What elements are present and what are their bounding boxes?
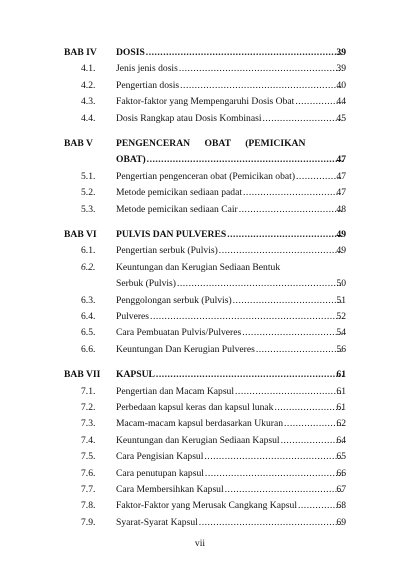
dot-leader <box>242 324 343 341</box>
toc-section-row <box>0 448 400 465</box>
section-title: Pengertian pengenceran obat (Pemicikan obat) <box>116 170 296 182</box>
section-title: Metode pemicikan sediaan padat <box>116 187 243 199</box>
section-title: Pengertian serbuk (Pulvis) <box>116 245 218 257</box>
toc-section-row <box>0 415 400 432</box>
page-number: 48 <box>336 203 346 215</box>
chapter-number: BAB IV <box>64 47 97 58</box>
dot-leader <box>204 448 343 465</box>
page-number: 61 <box>336 402 346 413</box>
page-number: 47 <box>336 154 346 166</box>
dot-leader <box>243 184 343 201</box>
page-number: 49 <box>336 229 346 240</box>
section-number: 5.1. <box>81 170 96 182</box>
section-title: Serbuk (Pulvis) <box>116 278 176 290</box>
page-number: 54 <box>336 327 346 339</box>
toc-section-row <box>0 242 400 259</box>
toc-chapter-row <box>0 44 400 61</box>
toc-section-row <box>0 168 400 185</box>
section-number: 7.1. <box>81 385 96 397</box>
dot-leader <box>256 341 343 358</box>
page-number: 69 <box>336 516 346 528</box>
section-number: 7.3. <box>81 418 96 430</box>
page-number: 44 <box>336 96 346 108</box>
chapter-title: PULVIS DAN PULVERES <box>116 229 227 240</box>
chapter-number: BAB V <box>64 138 93 149</box>
page-number: 66 <box>336 467 346 479</box>
section-title: Cara Membersihkan Kapsul <box>116 484 224 495</box>
toc-section-row <box>0 465 400 482</box>
toc-chapter-row <box>0 366 400 383</box>
page-number: 47 <box>336 170 346 182</box>
section-title: Cara penutupan kapsul <box>116 467 204 479</box>
page-number: 47 <box>336 187 346 199</box>
section-title: Cara Pembuatan Pulvis/Pulveres <box>116 327 242 339</box>
toc-section-row <box>0 514 400 531</box>
section-title: Penggolongan serbuk (Pulvis) <box>116 294 232 306</box>
chapter-title: KAPSUL <box>116 369 155 381</box>
toc-section-row-continued <box>0 275 400 292</box>
chapter-title: PENGENCERAN OBAT (PEMICIKAN <box>116 138 306 149</box>
toc-chapter-row-continued <box>0 151 400 168</box>
section-title: Macam-macam kapsul berdasarkan Ukuran <box>116 418 284 430</box>
section-number: 7.4. <box>81 434 96 446</box>
dot-leader <box>150 308 343 325</box>
toc-section-row <box>0 481 400 498</box>
dot-leader <box>235 383 343 400</box>
section-title: Dosis Rangkap atau Dosis Kombinasi <box>116 112 262 124</box>
dot-leader <box>227 226 343 243</box>
page-number: 39 <box>336 47 346 58</box>
toc-section-row <box>0 292 400 309</box>
section-title: Syarat-Syarat Kapsul <box>116 516 198 528</box>
dot-leader <box>263 110 344 127</box>
toc-section-row <box>0 77 400 94</box>
toc-section-row <box>0 184 400 201</box>
toc-section-row <box>0 383 400 400</box>
section-number: 6.1. <box>81 245 96 257</box>
toc-section-row <box>0 324 400 341</box>
section-number: 4.4. <box>81 112 96 124</box>
dot-leader <box>225 481 343 498</box>
dot-leader <box>147 151 343 168</box>
section-number: 5.3. <box>81 203 96 215</box>
section-number: 7.5. <box>81 451 96 463</box>
page-number: 39 <box>336 63 346 75</box>
dot-leader <box>205 465 343 482</box>
toc-section-row <box>0 497 400 514</box>
toc-section-row <box>0 60 400 77</box>
page-number: 40 <box>336 79 346 91</box>
toc-chapter-row <box>0 135 400 152</box>
toc-chapter-row <box>0 226 400 243</box>
toc-section-row <box>0 93 400 110</box>
page-number: 62 <box>336 418 346 430</box>
toc-section-row <box>0 201 400 218</box>
dot-leader <box>177 275 343 292</box>
page-number: 65 <box>336 451 346 463</box>
section-title: Pulveres <box>116 311 150 322</box>
toc-section-row <box>0 110 400 127</box>
page-number: 67 <box>336 484 346 495</box>
section-number: 7.2. <box>81 402 96 413</box>
section-number: 6.6. <box>81 343 96 355</box>
page-number: 56 <box>336 343 346 355</box>
section-number: 7.6. <box>81 467 96 479</box>
page-number: 61 <box>336 385 346 397</box>
toc-section-row <box>0 308 400 325</box>
page-number: 50 <box>336 278 346 290</box>
toc-section-row <box>0 341 400 358</box>
section-number: 4.1. <box>81 63 96 75</box>
dot-leader <box>146 44 343 61</box>
section-title: Pengertian dosis <box>116 79 180 91</box>
toc-section-row <box>0 399 400 416</box>
dot-leader <box>180 77 343 94</box>
section-title: Perbedaan kapsul keras dan kapsul lunak <box>116 402 274 413</box>
page-number: 68 <box>336 500 346 512</box>
section-title: Metode pemicikan sediaan Cair <box>116 203 238 215</box>
page-footer-number: vii <box>194 538 206 550</box>
chapter-title: DOSIS <box>116 47 145 58</box>
chapter-number: BAB VII <box>64 369 101 381</box>
section-number: 6.3. <box>81 294 96 306</box>
section-number: 4.2. <box>81 79 96 91</box>
section-number: 6.5. <box>81 327 96 339</box>
dot-leader <box>179 60 343 77</box>
section-title: Faktor-Faktor yang Merusak Cangkang Kapsul <box>116 500 297 512</box>
page-number: 52 <box>336 311 346 322</box>
toc-section-row <box>0 259 400 276</box>
toc-section-row <box>0 432 400 449</box>
chapter-number: BAB VI <box>64 229 97 240</box>
page-number: 64 <box>336 434 346 446</box>
section-number: 7.7. <box>81 484 96 495</box>
dot-leader <box>156 366 343 383</box>
dot-leader <box>219 242 343 259</box>
page-number: 51 <box>336 294 346 306</box>
section-title: Keuntungan dan Kerugian Sediaan Bentuk <box>116 261 281 273</box>
section-title: Jenis jenis dosis <box>116 63 178 75</box>
section-number: 6.2. <box>81 261 96 273</box>
section-title: Keuntungan Dan Kerugian Pulveres <box>116 343 255 355</box>
page-number: 45 <box>336 112 346 124</box>
section-title: Pengertian dan Macam Kapsul <box>116 385 235 397</box>
chapter-title: OBAT) <box>116 154 146 166</box>
section-number: 6.4. <box>81 311 96 322</box>
section-title: Faktor-faktor yang Mempengaruhi Dosis Obat <box>116 96 295 108</box>
section-number: 5.2. <box>81 187 96 199</box>
section-title: Cara Pengisian Kapsul <box>116 451 204 463</box>
dot-leader <box>199 514 343 531</box>
dot-leader <box>233 292 343 309</box>
section-number: 7.9. <box>81 516 96 528</box>
page-number: 61 <box>336 369 346 381</box>
section-number: 4.3. <box>81 96 96 108</box>
page-number: 49 <box>336 245 346 257</box>
dot-leader <box>239 201 343 218</box>
section-title: Keuntungan dan Kerugian Sediaan Kapsul <box>116 434 280 446</box>
section-number: 7.8. <box>81 500 96 512</box>
